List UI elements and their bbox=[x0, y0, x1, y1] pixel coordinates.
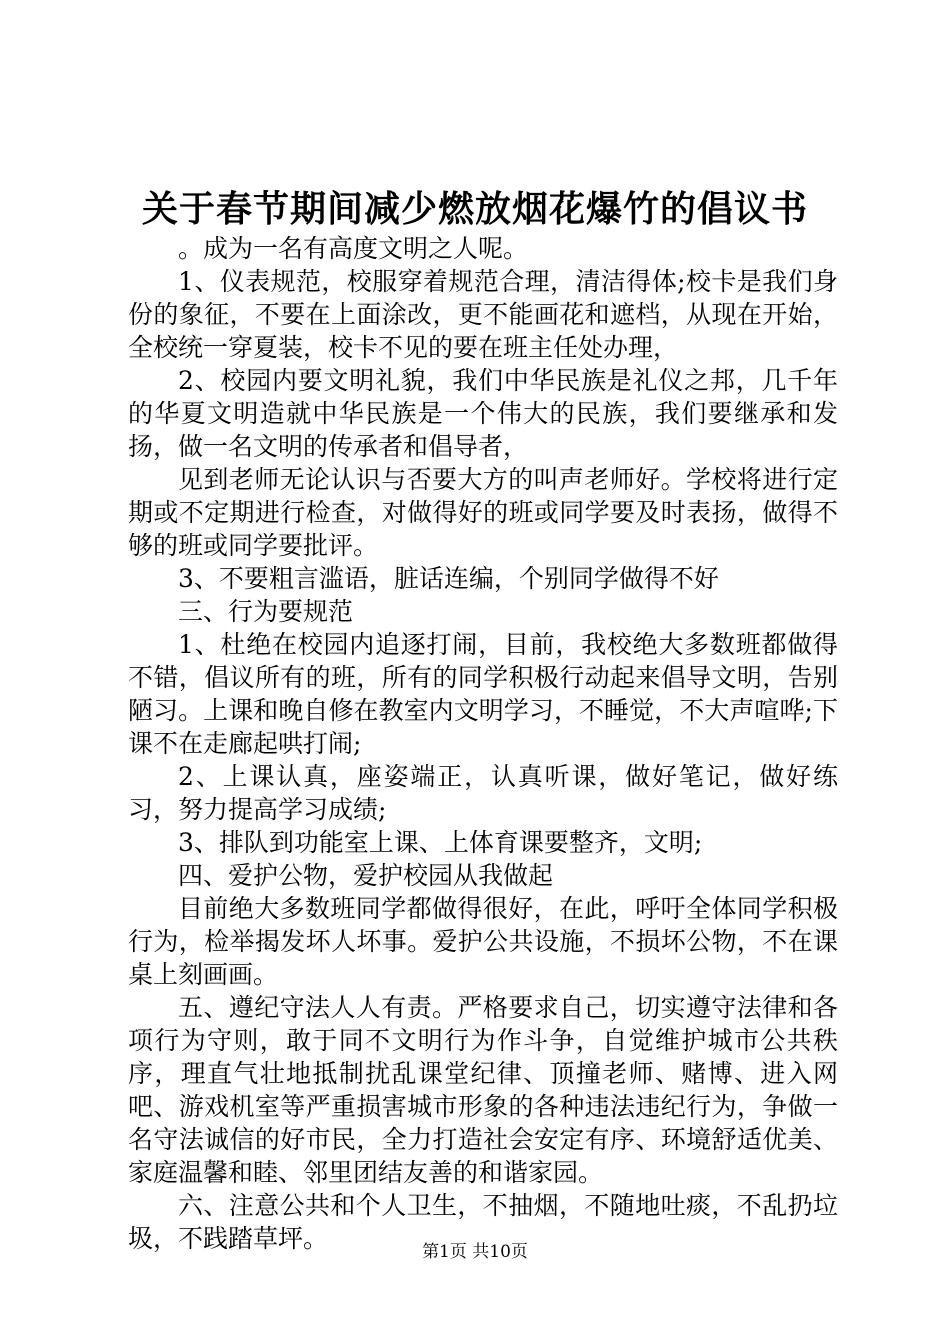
paragraph: 六、注意公共和个人卫生，不抽烟，不随地吐痰，不乱扔垃圾，不践踏草坪。 bbox=[128, 1191, 838, 1253]
document-body bbox=[128, 232, 838, 1255]
paragraph: 2、校园内要文明礼貌，我们中华民族是礼仪之邦，几千年的华夏文明造就中华民族是一个伟大的民族，我们要继承和发扬，做一名文明的传承者和倡导者， bbox=[128, 366, 838, 461]
paragraph: 1、杜绝在校园内追逐打闹，目前，我校绝大多数班都做得不错，倡议所有的班，所有的同学积极行动起来倡导文明，告别陋习。上课和晚自修在教室内文明学习，不睡觉，不大声喧哗;下课不在走廊起哄打闹; bbox=[128, 630, 838, 758]
paragraph: 。成为一名有高度文明之人呢。 bbox=[178, 234, 529, 263]
document-title: 关于春节期间减少燃放烟花爆竹的倡议书 bbox=[141, 188, 808, 230]
section-heading: 三、行为要规范 bbox=[178, 597, 354, 626]
paragraph: 3、不要粗言滥语，脏话连编，个别同学做得不好 bbox=[178, 564, 719, 593]
paragraph: 五、遵纪守法人人有责。严格要求自己，切实遵守法律和各项行为守则，敢于同不文明行为作斗争，自觉维护城市公共秩序，理直气壮地抵制扰乱课堂纪律、顶撞老师、赌博、进入网吧、游戏机室等严重损害城市形象的各种违法违纪行为，争做一名守法诚信的好市民，全力打造社会安定有序、环境舒适优美、家庭温馨和睦、邻里团结友善的和谐家园。 bbox=[128, 993, 838, 1187]
page-footer: 第1页 共10页 bbox=[422, 1242, 528, 1262]
paragraph: 见到老师无论认识与否要大方的叫声老师好。学校将进行定期或不定期进行检查，对做得好的班或同学要及时表扬，做得不够的班或同学要批评。 bbox=[128, 465, 838, 560]
paragraph: 1、仪表规范，校服穿着规范合理，清洁得体;校卡是我们身份的象征，不要在上面涂改，更不能画花和遮档，从现在开始，全校统一穿夏装，校卡不见的要在班主任处办理， bbox=[128, 267, 838, 362]
paragraph: 2、上课认真，座姿端正，认真听课，做好笔记，做好练习，努力提高学习成绩; bbox=[128, 762, 838, 824]
paragraph: 目前绝大多数班同学都做得很好，在此，呼吁全体同学积极行为，检举揭发坏人坏事。爱护公共设施，不损坏公物，不在课桌上刻画画。 bbox=[128, 894, 838, 989]
paragraph: 3、排队到功能室上课、上体育课要整齐，文明; bbox=[178, 828, 703, 857]
section-heading: 四、爱护公物，爱护校园从我做起 bbox=[178, 861, 554, 890]
